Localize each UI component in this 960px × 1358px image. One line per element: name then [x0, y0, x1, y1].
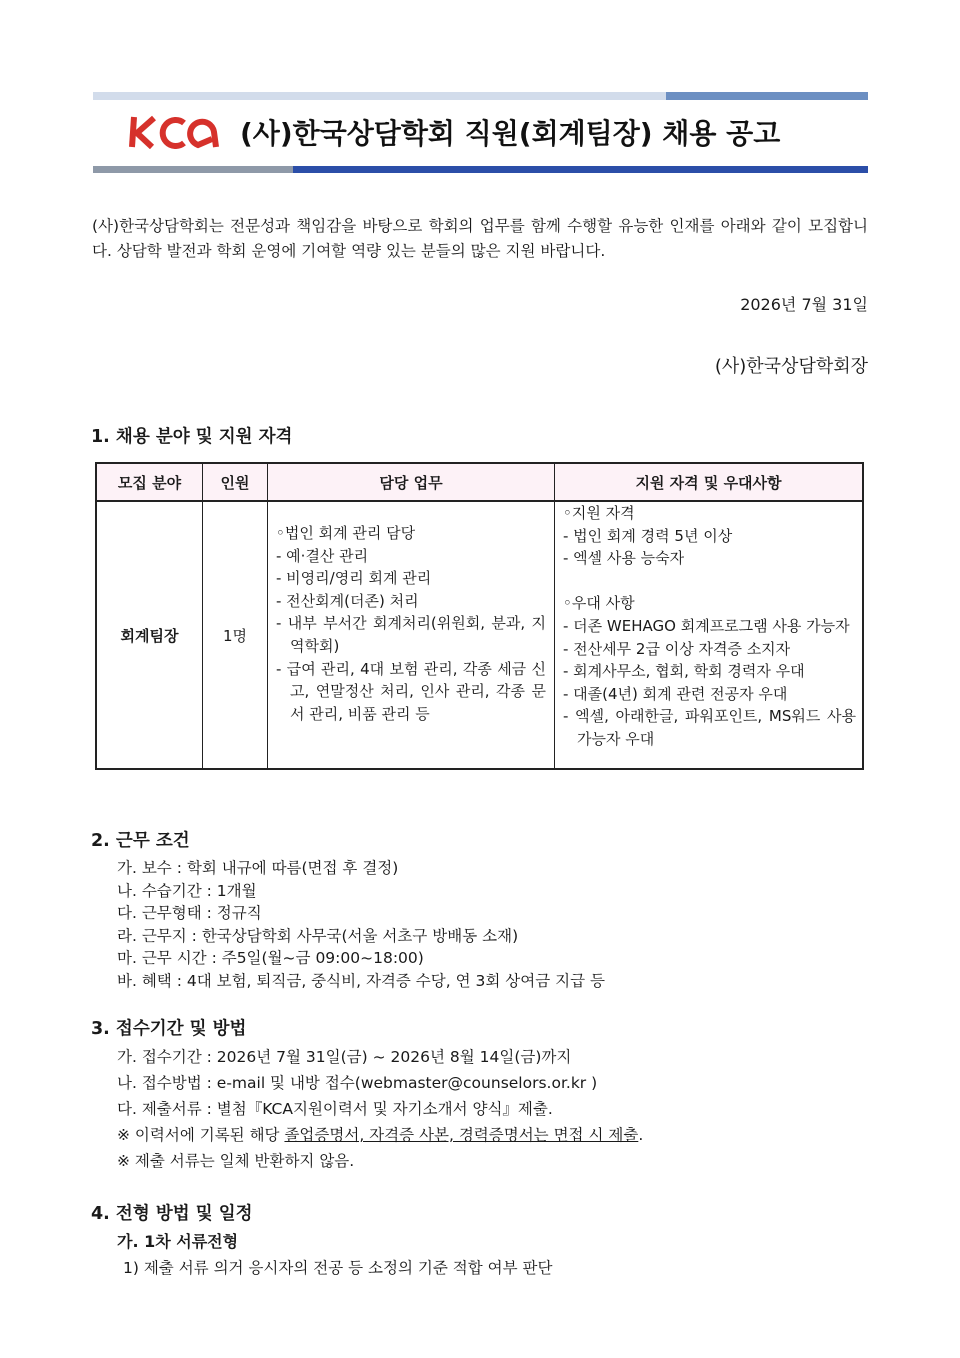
section-heading-selection: 4. 전형 방법 및 일정	[91, 1204, 253, 1224]
list-item: 라. 근무지 : 한국상담학회 사무국(서울 서초구 방배동 소재)	[117, 926, 519, 945]
col-header-count: 인원	[203, 463, 268, 501]
duty-item: - 예·결산 관리	[276, 546, 369, 565]
subheading: 가. 1차 서류전형	[117, 1232, 239, 1251]
preference-item: - 더존 WEHAGO 회계프로그램 사용 가능자	[563, 616, 850, 635]
header-top-bar	[93, 92, 868, 100]
preference-item: ◦우대 사항	[563, 594, 635, 613]
preference-item: - 회계사무소, 협회, 학회 경력자 우대	[563, 662, 805, 681]
note-underlined: 졸업증명서, 자격증 사본, 경력증명서는 면접 시 제출	[284, 1126, 639, 1144]
note-suffix: .	[638, 1126, 644, 1144]
list-item: 가. 보수 : 학회 내규에 따름(면접 후 결정)	[117, 859, 399, 877]
section-heading-conditions: 2. 근무 조건	[91, 831, 190, 851]
kca-logo-icon	[128, 115, 222, 149]
duty-item: - 급여 관리, 4대 보험 관리, 각종 세금 신고, 연말정산 처리, 인사 관리, 각종 문서 관리, 비품 관리 등	[276, 659, 546, 723]
signature: (사)한국상담학회장	[714, 356, 868, 377]
list-item: 나. 수습기간 : 1개월	[117, 881, 257, 900]
cell-count: 1명	[203, 501, 268, 769]
application-list	[117, 1044, 643, 1174]
list-item: 바. 혜택 : 4대 보험, 퇴직금, 중식비, 자격증 수당, 연 3회 상여금 지급 등	[117, 971, 605, 990]
qualification-item: - 엑셀 사용 능숙자	[563, 549, 685, 568]
cell-duties	[268, 501, 555, 769]
duty-item: - 비영리/영리 회계 관리	[276, 569, 432, 588]
section-heading-recruitment: 1. 채용 분야 및 지원 자격	[91, 427, 293, 447]
recruitment-table	[95, 462, 864, 770]
preference-item: - 엑셀, 아래한글, 파워포인트, MS워드 사용 가능자 우대	[563, 707, 856, 748]
section-heading-application: 3. 접수기간 및 방법	[91, 1019, 247, 1039]
note-item: ※ 제출 서류는 일체 반환하지 않음.	[117, 1152, 355, 1170]
selection-list	[117, 1231, 552, 1279]
preference-item: - 전산세무 2급 이상 자격증 소지자	[563, 639, 791, 658]
col-header-duties: 담당 업무	[268, 463, 555, 501]
conditions-list	[117, 857, 605, 993]
table-header-row	[96, 463, 863, 501]
qualification-item: ◦지원 자격	[563, 504, 635, 522]
qualification-item: - 법인 회계 경력 5년 이상	[563, 526, 733, 545]
col-header-field: 모집 분야	[96, 463, 203, 501]
intro-paragraph: (사)한국상담학회는 전문성과 책임감을 바탕으로 학회의 업무를 함께 수행할 유능한 인재를 아래와 같이 모집합니다. 상담학 발전과 학회 운영에 기여할 역량 있는 분들의 많은 지원 바랍니다.	[92, 217, 868, 260]
table-row	[96, 501, 863, 769]
page-title: (사)한국상담학회 직원(회계팀장) 채용 공고	[240, 117, 781, 150]
duty-item: - 내부 부서간 회계처리(위원회, 분과, 지역학회)	[276, 614, 546, 655]
list-item: 1) 제출 서류 의거 응시자의 전공 등 소정의 기준 적합 여부 판단	[123, 1258, 553, 1277]
note-prefix: ※ 이력서에 기록된 해당	[117, 1126, 285, 1144]
cell-field: 회계팀장	[96, 501, 203, 769]
duty-item: - 전산회계(더존) 처리	[276, 591, 419, 610]
col-header-qualifications: 지원 자격 및 우대사항	[555, 463, 864, 501]
header-bottom-bar	[93, 166, 868, 173]
preference-item: - 대졸(4년) 회계 관련 전공자 우대	[563, 684, 788, 703]
list-item: 가. 접수기간 : 2026년 7월 31일(금) ~ 2026년 8월 14일(금)까지	[117, 1048, 572, 1066]
list-item: 마. 근무 시간 : 주5일(월~금 09:00~18:00)	[117, 949, 424, 968]
duty-item: ◦법인 회계 관리 담당	[276, 524, 416, 542]
cell-qualifications	[555, 501, 864, 769]
note-item	[117, 1122, 643, 1148]
notice-date: 2026년 7월 31일	[740, 295, 868, 314]
list-item: 나. 접수방법 : e-mail 및 내방 접수(webmaster@counselors.or.kr )	[117, 1074, 598, 1092]
list-item: 다. 제출서류 : 별첨『KCA지원이력서 및 자기소개서 양식』제출.	[117, 1100, 553, 1118]
list-item: 다. 근무형태 : 정규직	[117, 904, 262, 923]
header	[128, 106, 780, 158]
